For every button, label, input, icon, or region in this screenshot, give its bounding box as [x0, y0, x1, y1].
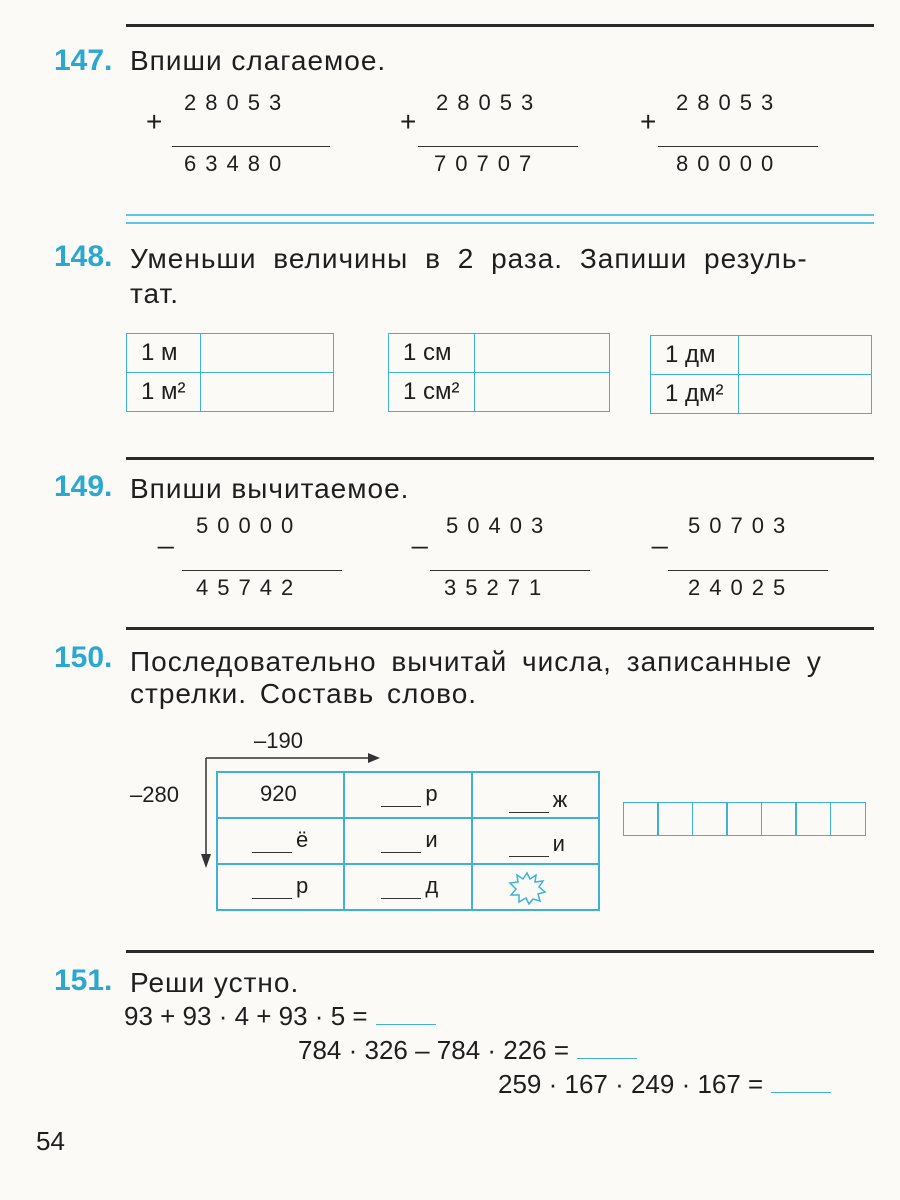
answer-cell[interactable]: [200, 334, 333, 373]
answer-cell[interactable]: [738, 375, 871, 414]
letter-box[interactable]: [657, 802, 693, 836]
blank[interactable]: [509, 856, 549, 857]
blank[interactable]: [252, 898, 292, 899]
answer-line[interactable]: [172, 146, 330, 147]
task-148-text-line2: тат.: [130, 278, 179, 309]
task-150-number: 150.: [54, 641, 113, 674]
addend-2: 28053: [436, 90, 543, 115]
task-147-text: Впиши слагаемое.: [130, 45, 387, 76]
answer-line[interactable]: [376, 1002, 436, 1025]
difference-1: 45742: [196, 575, 303, 600]
task-148-number: 148.: [54, 240, 113, 273]
equation-3: [498, 1069, 831, 1100]
unit-cell: 1 дм²: [651, 375, 739, 414]
letter-box[interactable]: [830, 802, 866, 836]
difference-3: 24025: [688, 575, 795, 600]
letter-box[interactable]: [795, 802, 831, 836]
units-table-dm: [650, 335, 872, 414]
letter: р: [296, 873, 309, 898]
section-rule: [126, 950, 874, 953]
letter: р: [425, 781, 438, 806]
task-150-text-line1: Последовательно вычитай числа, записанные у: [130, 646, 822, 677]
unit-cell: 1 м: [127, 334, 201, 373]
letter: и: [552, 831, 565, 856]
answer-line[interactable]: [668, 570, 828, 571]
top-rule: [126, 24, 874, 27]
minuend-2: 50403: [446, 513, 553, 538]
blank[interactable]: [381, 852, 421, 853]
blank[interactable]: [381, 806, 421, 807]
addend-3: 28053: [676, 90, 783, 115]
task-151-text: Реши устно.: [130, 967, 300, 998]
letter-box[interactable]: [623, 802, 659, 836]
letter: д: [425, 873, 439, 898]
unit-cell: 1 см²: [389, 373, 475, 412]
word-grid: [216, 771, 600, 911]
step-right-label: –190: [254, 728, 303, 753]
section-rule: [126, 627, 874, 630]
units-table-cm: [388, 333, 610, 412]
letter-box[interactable]: [761, 802, 797, 836]
minuend-1: 50000: [196, 513, 303, 538]
blank[interactable]: [381, 898, 421, 899]
task-148-text-line1: Уменьши величины в 2 раза. Запиши резуль-: [130, 243, 808, 274]
equation-3-text: 259 · 167 · 249 · 167 =: [498, 1069, 764, 1099]
sum-2: 70707: [434, 151, 541, 176]
equation-2-text: 784 · 326 – 784 · 226 =: [298, 1035, 570, 1065]
start-value: 920: [260, 781, 297, 806]
answer-cell[interactable]: [200, 373, 333, 412]
grid-cell[interactable]: [472, 772, 599, 818]
task-149-text: Впиши вычитаемое.: [130, 473, 410, 504]
answer-cell[interactable]: [474, 334, 609, 373]
section-divider: [126, 222, 874, 224]
unit-cell: 1 дм: [651, 336, 739, 375]
equation-1: [124, 1001, 436, 1032]
answer-line[interactable]: [771, 1070, 831, 1093]
plus-sign: +: [400, 106, 417, 137]
sum-1: 63480: [184, 151, 291, 176]
task-151-number: 151.: [54, 964, 113, 997]
task-149-number: 149.: [54, 470, 113, 503]
grid-cell[interactable]: [217, 818, 344, 864]
minuend-3: 50703: [688, 513, 795, 538]
answer-cell[interactable]: [738, 336, 871, 375]
answer-word-boxes: [624, 802, 866, 836]
minus-sign: _: [652, 518, 668, 549]
letter: и: [425, 827, 438, 852]
blank[interactable]: [509, 812, 549, 813]
grid-cell: [472, 864, 599, 910]
sum-3: 80000: [676, 151, 783, 176]
section-rule: [126, 457, 874, 460]
letter: ж: [552, 787, 568, 812]
section-divider: [126, 214, 874, 216]
page-number: 54: [36, 1126, 65, 1156]
grid-cell: [217, 772, 344, 818]
task-150-text-line2: стрелки. Составь слово.: [130, 678, 478, 709]
answer-cell[interactable]: [474, 373, 609, 412]
answer-line[interactable]: [430, 570, 590, 571]
equation-2: [298, 1035, 637, 1066]
answer-line[interactable]: [658, 146, 818, 147]
task-147-number: 147.: [54, 44, 113, 77]
letter: ё: [296, 827, 309, 852]
unit-cell: 1 м²: [127, 373, 201, 412]
minus-sign: _: [412, 518, 428, 549]
minus-sign: _: [158, 518, 174, 549]
answer-line[interactable]: [577, 1036, 637, 1059]
step-down-label: –280: [130, 782, 179, 807]
answer-line[interactable]: [182, 570, 342, 571]
difference-2: 35271: [444, 575, 551, 600]
letter-box[interactable]: [692, 802, 728, 836]
units-table-m: [126, 333, 334, 412]
unit-cell: 1 см: [389, 334, 475, 373]
grid-cell[interactable]: [472, 818, 599, 864]
grid-cell[interactable]: [344, 864, 471, 910]
addend-1: 28053: [184, 90, 291, 115]
letter-box[interactable]: [726, 802, 762, 836]
blank[interactable]: [252, 852, 292, 853]
grid-cell[interactable]: [217, 864, 344, 910]
equation-1-text: 93 + 93 · 4 + 93 · 5 =: [124, 1001, 368, 1031]
grid-cell[interactable]: [344, 818, 471, 864]
plus-sign: +: [640, 106, 657, 137]
answer-line[interactable]: [418, 146, 578, 147]
star-burst-icon: [507, 871, 547, 905]
plus-sign: +: [146, 106, 163, 137]
grid-cell[interactable]: [344, 772, 471, 818]
